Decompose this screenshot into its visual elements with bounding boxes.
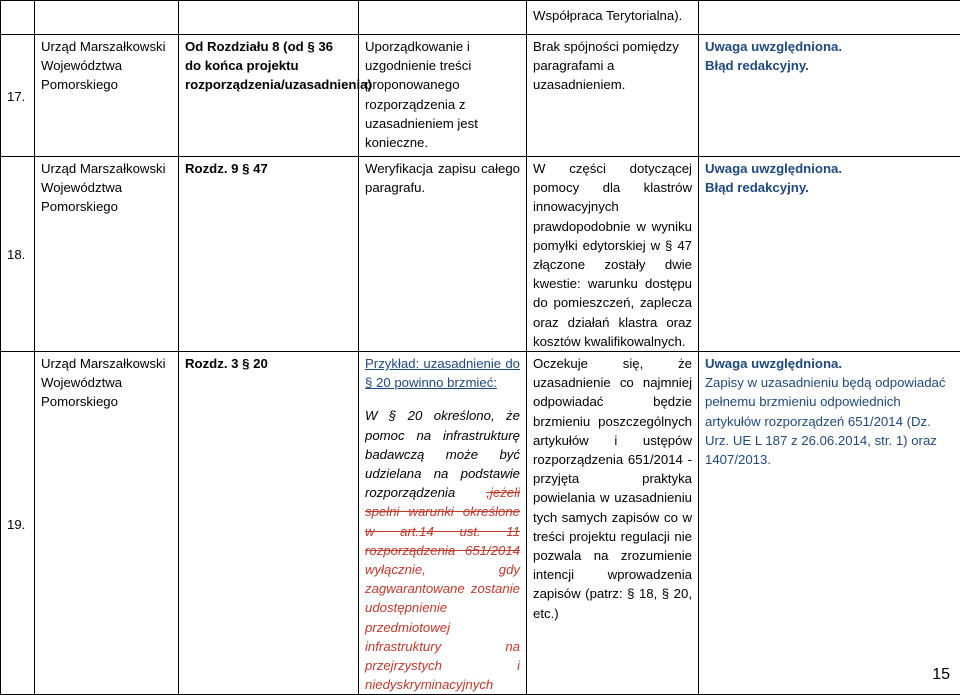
cell-empty xyxy=(179,1,359,35)
status-line: Błąd redakcyjny. xyxy=(705,56,954,75)
cell-justification: Współpraca Terytorialna). xyxy=(527,1,699,35)
cell-empty xyxy=(35,1,179,35)
cell-empty xyxy=(699,1,960,35)
cell-author: Urząd Marszałkowski Województwa Pomorskiego xyxy=(35,157,179,352)
cell-author: Urząd Marszałkowski Województwa Pomorskiego xyxy=(35,35,179,157)
cell-justification: W części dotyczącej pomocy dla klastrów innowacyjnych prawdopodobnie w wyniku pomyłki edytorskiej w § 47 złączone zostały dwie kwestie: warunku dostępu do pomieszczeń, zaplecza oraz działań klastra oraz kosztów kwalifikowalnych. xyxy=(527,157,699,352)
table-row xyxy=(1,35,960,157)
cell-status xyxy=(699,352,960,695)
status-line: Błąd redakcyjny. xyxy=(705,178,954,197)
cell-justification: Brak spójności pomiędzy paragrafami a uzasadnieniem. xyxy=(527,35,699,157)
cell-location: Rozdz. 3 § 20 xyxy=(179,352,359,695)
status-line: Uwaga uwzględniona. xyxy=(705,159,954,178)
cell-justification: Oczekuje się, że uzasadnienie co najmniej odpowiadać będzie brzmieniu poszczególnych artykułów i ustępów rozporządzenia 651/2014 - przyjęta praktyka powielania w uzasadnieniu tych samych zapisów co w treści projektu regulacji nie pozwala na zrozumienie intencji wprowadzenia zapisów (patrz: § 18, § 20, etc.) xyxy=(527,352,699,695)
proposal-heading: Przykład: uzasadnienie do § 20 powinno brzmieć: xyxy=(365,354,520,392)
proposal-inserted-text: wyłącznie, gdy zagwarantowane zostanie udostępnienie przedmiotowej infrastruktury na przejrzystych i niedyskryminacyjnych xyxy=(365,562,520,692)
status-line: Uwaga uwzględniona. xyxy=(705,354,954,373)
status-line: Uwaga uwzględniona. xyxy=(705,37,954,56)
cell-proposal: Uporządkowanie i uzgodnienie treści proponowanego rozporządzenia z uzasadnieniem jest konieczne. xyxy=(359,35,527,157)
cell-empty xyxy=(359,1,527,35)
status-detail: Zapisy w uzasadnieniu będą odpowiadać pełnemu brzmieniu odpowiednich artykułów rozporządzeń 651/2014 (Dz. Urz. UE L 187 z 26.06.2014, str. 1) oraz 1407/2013. xyxy=(705,373,954,469)
page-number: 15 xyxy=(932,666,950,684)
proposal-deleted-text: ,jeżeli spełni warunki określone w art.14 ust. 11 rozporządzenia 651/2014 xyxy=(365,485,520,558)
cell-status xyxy=(699,35,960,157)
proposal-text: W § 20 określono, że pomoc na infrastrukturę badawczą może być udzielana na podstawie rozporządzenia xyxy=(365,408,520,500)
table-row-continuation xyxy=(1,1,960,35)
cell-proposal xyxy=(359,352,527,695)
cell-location: Rozdz. 9 § 47 xyxy=(179,157,359,352)
cell-author: Urząd Marszałkowski Województwa Pomorskiego xyxy=(35,352,179,695)
cell-proposal: Weryfikacja zapisu całego paragrafu. xyxy=(359,157,527,352)
cell-location: Od Rozdziału 8 (od § 36 do końca projektu rozporządzenia/uzasadnienia) xyxy=(179,35,359,157)
row-number: 18. xyxy=(1,157,35,352)
table-row xyxy=(1,157,960,352)
row-number: 17. xyxy=(1,35,35,157)
table-row xyxy=(1,352,960,695)
row-number: 19. xyxy=(1,352,35,695)
cell-empty xyxy=(1,1,35,35)
cell-status xyxy=(699,157,960,352)
